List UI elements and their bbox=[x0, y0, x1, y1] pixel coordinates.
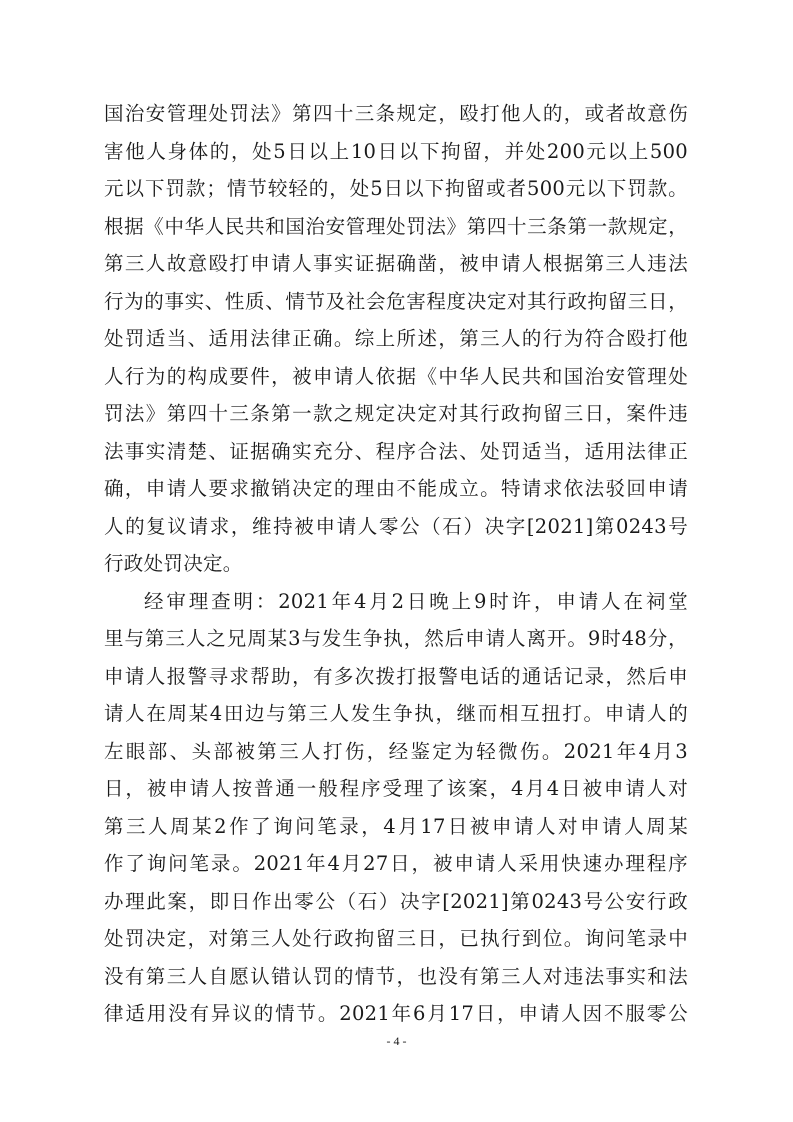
text-line: 律适用没有异议的情节。2021年6月17日，申请人因不服零公 bbox=[104, 1002, 688, 1025]
text-line: 第三人周某2作了询问笔录，4月17日被申请人对申请人周某 bbox=[104, 814, 688, 838]
text-line: 行政处罚决定。 bbox=[104, 552, 243, 575]
text-line: 作了询问笔录。2021年4月27日，被申请人采用快速办理程序 bbox=[104, 852, 688, 875]
text-line: 里与第三人之兄周某3与发生争执，然后申请人离开。9时48分， bbox=[104, 627, 688, 650]
text-line: 没有第三人自愿认错认罚的情节，也没有第三人对违法事实和法 bbox=[104, 964, 688, 988]
text-line: 确，申请人要求撤销决定的理由不能成立。特请求依法驳回申请 bbox=[104, 477, 688, 500]
text-line: 经审理查明：2021年4月2日晚上9时许，申请人在祠堂 bbox=[144, 589, 688, 613]
text-line: 根据《中华人民共和国治安管理处罚法》第四十三条第一款规定， bbox=[104, 214, 688, 238]
text-line: 人的复议请求，维持被申请人零公（石）决字[2021]第0243号 bbox=[104, 514, 688, 538]
text-line: 左眼部、头部被第三人打伤，经鉴定为轻微伤。2021年4月3 bbox=[104, 739, 688, 763]
text-line: 第三人故意殴打申请人事实证据确凿，被申请人根据第三人违法 bbox=[104, 252, 688, 275]
text-line: 元以下罚款；情节较轻的，处5日以下拘留或者500元以下罚款。 bbox=[104, 177, 688, 200]
page-number: - 4 - bbox=[386, 1034, 407, 1048]
text-line: 日，被申请人按普通一般程序受理了该案，4月4日被申请人对 bbox=[104, 777, 688, 800]
text-line: 处罚决定，对第三人处行政拘留三日，已执行到位。询问笔录中 bbox=[104, 927, 688, 950]
text-line: 行为的事实、性质、情节及社会危害程度决定对其行政拘留三日， bbox=[104, 289, 688, 313]
text-line: 国治安管理处罚法》第四十三条规定，殴打他人的，或者故意伤 bbox=[104, 102, 688, 125]
text-line: 法事实清楚、证据确实充分、程序合法、处罚适当，适用法律正 bbox=[104, 439, 688, 463]
text-line: 罚法》第四十三条第一款之规定决定对其行政拘留三日，案件违 bbox=[104, 402, 688, 425]
text-line: 处罚适当、适用法律正确。综上所述，第三人的行为符合殴打他 bbox=[104, 327, 688, 350]
text-line: 请人在周某4田边与第三人发生争执，继而相互扭打。申请人的 bbox=[104, 702, 688, 725]
text-line: 害他人身体的，处5日以上10日以下拘留，并处200元以上500 bbox=[104, 139, 688, 163]
text-line: 申请人报警寻求帮助，有多次拨打报警电话的通话记录，然后申 bbox=[104, 664, 688, 688]
text-line: 人行为的构成要件，被申请人依据《中华人民共和国治安管理处 bbox=[104, 364, 688, 388]
text-line: 办理此案，即日作出零公（石）决字[2021]第0243号公安行政 bbox=[104, 889, 688, 913]
